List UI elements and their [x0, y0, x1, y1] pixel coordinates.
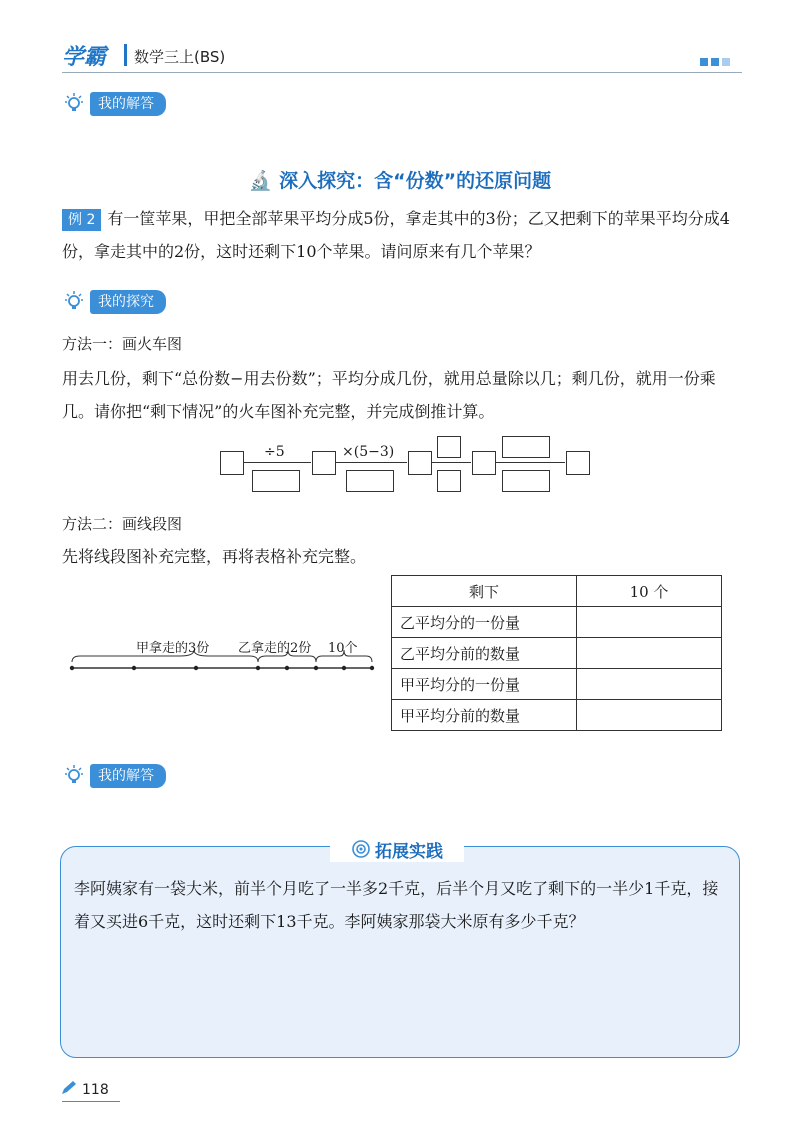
segment-dot	[194, 666, 198, 670]
segment-dot	[256, 666, 260, 670]
method2-title: 方法二：画线段图	[62, 515, 183, 533]
pencil-icon	[60, 1080, 78, 1100]
table-cell: 10 个	[577, 576, 722, 607]
segment-dot	[370, 666, 374, 670]
example-text: 有一筐苹果，甲把全部苹果平均分成5份，拿走其中的3份；乙又把剩下的苹果平均分成4份，拿走其中的2份，这时还剩下10个苹果。请问原来有几个苹果？	[62, 209, 730, 261]
train-box[interactable]	[437, 470, 461, 492]
train-box[interactable]	[220, 451, 244, 475]
segment-label-yi: 乙拿走的2份	[238, 641, 312, 656]
answer-cell[interactable]	[577, 638, 722, 669]
train-box[interactable]	[566, 451, 590, 475]
segment-dot	[132, 666, 136, 670]
segment-dot	[314, 666, 318, 670]
train-box[interactable]	[408, 451, 432, 475]
footer-rule	[62, 1101, 120, 1102]
example-badge: 例 2	[62, 209, 101, 231]
train-arrow	[431, 462, 471, 463]
table-cell: 乙平均分的一份量	[392, 607, 577, 638]
train-box[interactable]	[346, 470, 394, 492]
train-box[interactable]	[502, 470, 550, 492]
microscope-icon: 🔬	[248, 170, 280, 192]
table-row	[392, 576, 722, 607]
page-number: 118	[82, 1082, 109, 1098]
train-arrow	[243, 462, 311, 463]
method2-text: 先将线段图补充完整，再将表格补充完整。	[62, 547, 367, 566]
train-box[interactable]	[472, 451, 496, 475]
table-cell: 乙平均分前的数量	[392, 638, 577, 669]
train-arrow	[495, 462, 565, 463]
target-icon	[351, 839, 371, 859]
answer-cell[interactable]	[577, 669, 722, 700]
section-title: 🔬 深入探究：含“份数”的还原问题	[248, 170, 552, 192]
tag-label: 我的解答	[90, 92, 166, 116]
extension-title: 拓展实践	[330, 836, 464, 862]
table-row	[392, 700, 722, 731]
tag-label: 我的解答	[90, 764, 166, 788]
answer-cell[interactable]	[577, 607, 722, 638]
method1-text: 用去几份，剩下“总份数−用去份数”；平均分成几份，就用总量除以几；剩几份，就用一份乘几。请你把“剩下情况”的火车图补充完整，并完成倒推计算。	[62, 369, 716, 421]
train-op-label: ÷5	[264, 444, 285, 460]
table-cell: 剩下	[392, 576, 577, 607]
train-arrow	[335, 462, 407, 463]
tag-label: 我的探究	[90, 290, 166, 314]
book-subtitle: 数学三上(BS)	[134, 48, 226, 66]
train-box[interactable]	[437, 436, 461, 458]
train-box[interactable]	[312, 451, 336, 475]
answer-cell[interactable]	[577, 700, 722, 731]
segment-dot	[70, 666, 74, 670]
segment-label-remain: 10个	[328, 641, 358, 656]
table-row	[392, 638, 722, 669]
answer-tag-2	[62, 764, 166, 788]
train-box[interactable]	[252, 470, 300, 492]
table-cell: 甲平均分的一份量	[392, 669, 577, 700]
table-cell: 甲平均分前的数量	[392, 700, 577, 731]
reverse-table	[391, 575, 722, 731]
segment-dot	[285, 666, 289, 670]
brand-logo: 学霸	[62, 45, 107, 70]
method1-title: 方法一：画火车图	[62, 335, 183, 353]
table-row	[392, 669, 722, 700]
segment-dot	[342, 666, 346, 670]
train-box[interactable]	[502, 436, 550, 458]
train-op-label: ×(5−3)	[342, 444, 395, 460]
bulb-icon	[62, 764, 86, 788]
extension-text: 李阿姨家有一袋大米，前半个月吃了一半多2千克，后半个月又吃了剩下的一半少1千克，接着又买进6千克，这时还剩下13千克。李阿姨家那袋大米原有多少千克？	[74, 879, 719, 931]
table-row	[392, 607, 722, 638]
segment-label-jia: 甲拿走的3份	[136, 641, 210, 656]
